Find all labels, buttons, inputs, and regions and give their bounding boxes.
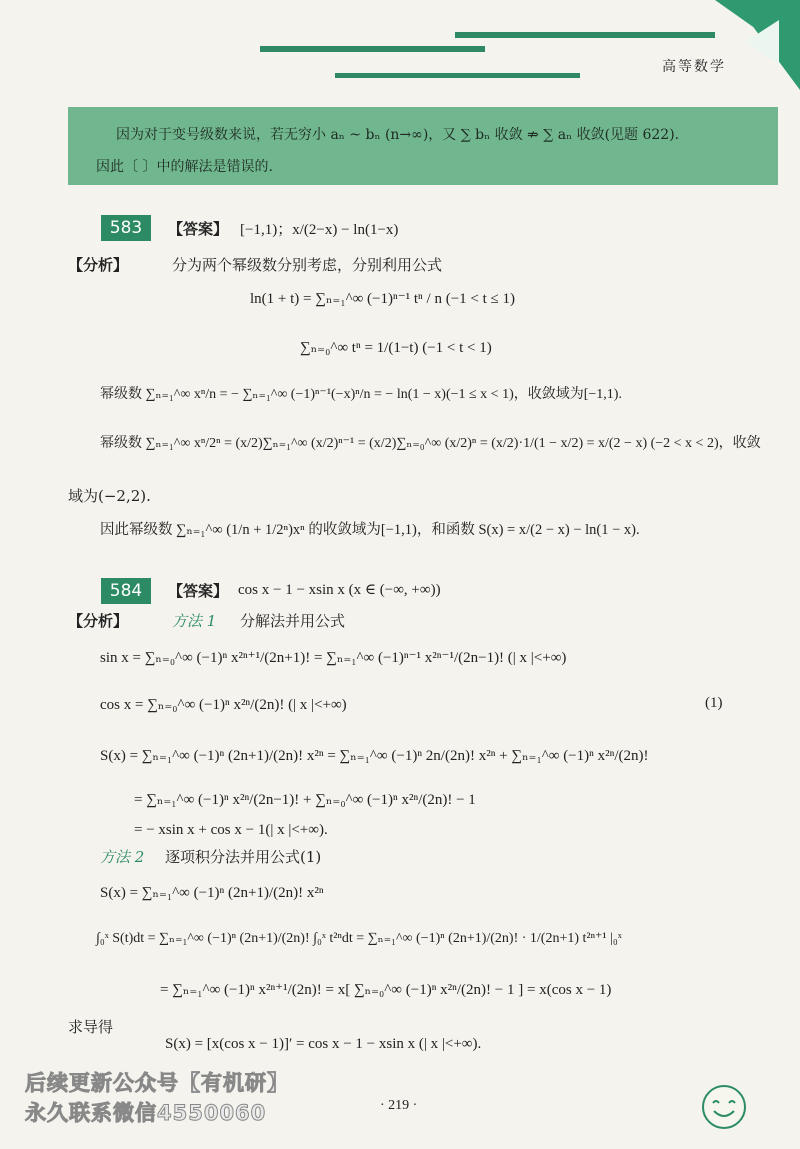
method-1-text: 分解法并用公式: [240, 612, 346, 630]
conclusion-583: 因此幂级数 ∑ₙ₌₁^∞ (1/n + 1/2ⁿ)xⁿ 的收敛域为[−1,1)，和函数 S(x) = x/(2 − x) − ln(1 − x).: [100, 522, 640, 538]
answer-584: cos x − 1 − xsin x (x ∈ (−∞, +∞)): [238, 582, 441, 598]
note-line-1: 因为对于变号级数来说，若无穷小 aₙ ~ bₙ (n→∞)，又 ∑ bₙ 收敛 ⇏ ∑ aₙ 收敛(见题 622).: [116, 127, 680, 143]
series-line-1: 幂级数 ∑ₙ₌₁^∞ xⁿ/n = − ∑ₙ₌₁^∞ (−1)ⁿ⁻¹(−x)ⁿ/n = − ln(1 − x)(−1 ≤ x < 1)，收敛域为[−1,1).: [100, 387, 622, 402]
integral-result: = ∑ₙ₌₁^∞ (−1)ⁿ x²ⁿ⁺¹/(2n)! = x[ ∑ₙ₌₀^∞ (−1)ⁿ x²ⁿ/(2n)! − 1 ] = x(cos x − 1): [160, 982, 612, 998]
smiley-icon: [700, 1083, 748, 1131]
method-2-text: 逐项积分法并用公式(1): [165, 848, 322, 866]
final-result: S(x) = [x(cos x − 1)]′ = cos x − 1 − xsin x (| x |<+∞).: [165, 1036, 482, 1052]
analysis-583: 分为两个幂级数分别考虑，分别利用公式: [172, 256, 443, 274]
method-2-label: 方法 2: [100, 848, 145, 866]
analysis-label-584: 【分析】: [68, 612, 129, 630]
derivative-label: 求导得: [68, 1018, 114, 1036]
equation-number-1: (1): [705, 695, 723, 711]
answer-label-584: 【答案】: [168, 582, 229, 600]
header-bar-top: [455, 32, 715, 38]
header-title: 高等数学: [662, 59, 726, 75]
watermark: [25, 1068, 289, 1128]
header-bar-low: [335, 73, 580, 78]
page-number: · 219 ·: [380, 1098, 418, 1113]
note-line-2: 因此〔 〕中的解法是错误的.: [96, 159, 273, 175]
formula-geometric: ∑ₙ₌₀^∞ tⁿ = 1/(1−t) (−1 < t < 1): [300, 340, 492, 356]
formula-ln: ln(1 + t) = ∑ₙ₌₁^∞ (−1)ⁿ⁻¹ tⁿ / n (−1 < t ≤ 1): [250, 291, 516, 307]
method-1-label: 方法 1: [172, 612, 217, 630]
sin-series: sin x = ∑ₙ₌₀^∞ (−1)ⁿ x²ⁿ⁺¹/(2n+1)! = ∑ₙ₌₁^∞ (−1)ⁿ⁻¹ x²ⁿ⁻¹/(2n−1)! (| x |<+∞): [100, 650, 567, 666]
watermark-line-2: 永久联系微信4550060: [25, 1101, 267, 1125]
answer-label-583: 【答案】: [168, 220, 229, 238]
analysis-label-583: 【分析】: [68, 256, 129, 274]
method-2-s: S(x) = ∑ₙ₌₁^∞ (−1)ⁿ (2n+1)/(2n)! x²ⁿ: [100, 885, 324, 901]
answer-583: [−1,1)；x/(2−x) − ln(1−x): [240, 222, 399, 238]
watermark-line-1: 后续更新公众号【有机研】: [25, 1071, 289, 1095]
integral-line: ∫₀ˣ S(t)dt = ∑ₙ₌₁^∞ (−1)ⁿ (2n+1)/(2n)! ∫₀ˣ t²ⁿdt = ∑ₙ₌₁^∞ (−1)ⁿ (2n+1)/(2n)! · 1/(2n+1) t²ⁿ⁺¹ |₀ˣ: [96, 931, 622, 946]
header-bar-mid: [260, 46, 485, 52]
series-line-2-cont: 域为(−2,2).: [68, 487, 151, 505]
s-expansion-3: = − xsin x + cos x − 1(| x |<+∞).: [134, 822, 328, 838]
problem-number-584: 584: [101, 578, 151, 604]
note-box: [68, 107, 778, 185]
problem-number-583: 583: [101, 215, 151, 241]
series-line-2: 幂级数 ∑ₙ₌₁^∞ xⁿ/2ⁿ = (x/2)∑ₙ₌₁^∞ (x/2)ⁿ⁻¹ = (x/2)∑ₙ₌₀^∞ (x/2)ⁿ = (x/2)·1/(1 − x/2) = x/(2 − x) (−2 < x < 2)，收敛: [100, 436, 761, 451]
s-expansion-2: = ∑ₙ₌₁^∞ (−1)ⁿ x²ⁿ/(2n−1)! + ∑ₙ₌₀^∞ (−1)ⁿ x²ⁿ/(2n)! − 1: [134, 792, 476, 808]
cos-series: cos x = ∑ₙ₌₀^∞ (−1)ⁿ x²ⁿ/(2n)! (| x |<+∞): [100, 697, 347, 713]
s-expansion-1: S(x) = ∑ₙ₌₁^∞ (−1)ⁿ (2n+1)/(2n)! x²ⁿ = ∑ₙ₌₁^∞ (−1)ⁿ 2n/(2n)! x²ⁿ + ∑ₙ₌₁^∞ (−1)ⁿ x²ⁿ/(2n)!: [100, 748, 649, 764]
